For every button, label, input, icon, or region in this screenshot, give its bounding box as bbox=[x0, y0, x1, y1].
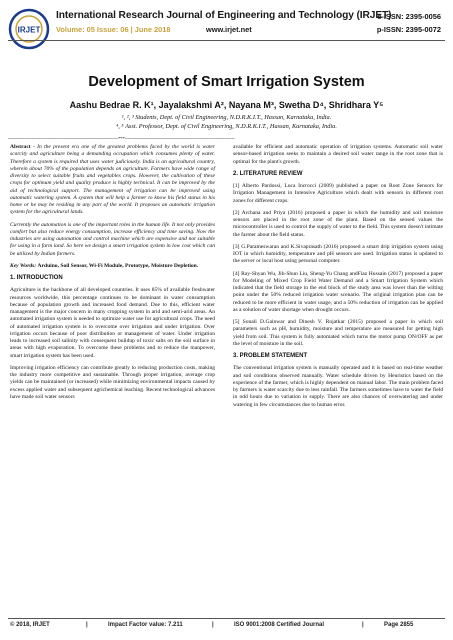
literature-item-3: [3] G.Parameswaran and K.Sivaprasath (2016) proposed a smart drip irrigation system using IOT in which humidity, temperature and pH sensors are used. Irrigation status is updated to the server or local host using personal computer. bbox=[233, 243, 443, 265]
journal-website-link[interactable]: www.irjet.net bbox=[206, 25, 252, 34]
introduction-paragraph-2: Improving irrigation efficiency can contribute greatly to reducing production costs, making the industry more competitive and sustainable. Through proper irrigation, average crop yields can be maintained (or increased) while minimizing environmental impacts caused by excess applied water and subsequent agrichemical leaching. Recent technological advances have made soil water sensors bbox=[10, 364, 215, 400]
literature-item-4: [4] Ray-Shyan Wu, Jih-Shun Liu, Sheng-Yu Chang andFiaz Hussain (2017) proposed a paper for Modeling of Mixed Crop Field Water Demand and a Smart Irrigation System which indicated that the field storage in the end block of the study area was lower than the wilting point under the 50% reduced irrigation water scenario. The original irrigation plan can be reduced to be more efficient in water usage, and a 50% reduction of irrigation can be applied as a solution of water shortage when drought occurs. bbox=[233, 270, 443, 313]
right-column bbox=[233, 144, 443, 414]
introduction-heading: 1. INTRODUCTION bbox=[10, 275, 63, 281]
introduction-paragraph-1: Agriculture is the backbone of all developed countries. It uses 85% of available freshwater resources worldwide, this percentage continues to be dominant in water consumption because of population growth and increased food demand. Due to this, efficient water management is the major concern in many cropping system in arid and semi-arid areas. An automated irrigation system is needed to optimize water use for agricultural crops. The need of automated irrigation system is to overcome over irrigation and under irrigation. Over irrigation occurs because of poor distribution or management of water. Under irrigation leads to increased soil salinity with consequent buildup of toxic salts on the soil surface in areas with high evaporation. To overcome these problems and to reduce the manpower, smart irrigation system has been used. bbox=[10, 287, 215, 359]
footer-copyright: © 2018, IRJET bbox=[10, 622, 50, 628]
footer-divider bbox=[8, 618, 445, 619]
literature-item-5: [5] Sonali D.Gainwar and Dinesh V. Rojatkar (2015) proposed a paper in which soil parameters such as pH, humidity, moisture and temperature are measured for getting high yield from soil. This system is fully automated which turns the motor pump ON/OFF as per the level of moisture in the soil. bbox=[233, 319, 443, 347]
affiliation-students: ¹, ², ³ Students, Dept. of Civil Engineering, N.D.R.K.I.T., Hassan, Karnataka, India. bbox=[121, 114, 332, 121]
irjet-logo-icon bbox=[8, 8, 50, 50]
problem-statement-paragraph: The conventional irrigation system is manually operated and it is based on real-time weather and soil conditions observed manually. Water schedule driven by Heuristics based on the experience of the farmer, which is highly dependent on manual labor. The main problem faced by farmers is water scarcity due to less rainfall. The farmers sometimes have to water the field in odd hours due to variation in supply. There are also chances of overwatering and under watering in few circumstances due to human error. bbox=[233, 365, 443, 408]
pissn: p-ISSN: 2395-0072 bbox=[376, 25, 441, 34]
journal-meta bbox=[56, 25, 252, 34]
footer-sep-1: | bbox=[86, 622, 88, 628]
abstract-text-2: Currently the automation is one of the important roles in the human life. It not only provides comfort but also reduce energy consumption, increase efficiency and time saving. Now the industries are using automation and control machine which are expensive and not suitable for using in a farm land. So here we design a smart irrigation system in low cost which can be utilized by Indian farmers. bbox=[10, 221, 215, 257]
abstract-text-1: In the present era one of the greatest problems faced by the world is water scarcity and agriculture being a demanding occupation which consumes plenty of water. Therefore a system is required that uses water judiciously. India is an agricultural country, wherein about 70% of the population depends on agriculture. Farmers have wide range of diversity to select suitable fruits and vegetables crops. However, the cultivation of these crops for optimum yield and quality produce is highly technical. It can be improved by the aid of technological support. The management of irrigation can be improved using automatic watering system. A system that will help a farmer to know his field status in his home or he may be residing in any part of the world. It proposes an automatic irrigation system for the agricultural lands. bbox=[10, 144, 216, 216]
section-separator: ---------------------------------------------------------------------------***--------------------------------------------------------------------------- bbox=[8, 137, 235, 142]
journal-title: International Research Journal of Engineering and Technology (IRJET) bbox=[56, 10, 392, 21]
header-divider bbox=[8, 40, 445, 41]
paper-title: Development of Smart Irrigation System bbox=[88, 74, 365, 90]
footer-sep-3: | bbox=[362, 622, 364, 628]
problem-statement-heading: 3. PROBLEM STATEMENT bbox=[233, 353, 308, 359]
literature-item-1: [1] Alberto Pardossi, Luca Incrocci (2009) published a paper on Root Zone Sensors for Irrigation Management in Intensive Agriculture which dealt with sensors in different root zones for different crops. bbox=[233, 183, 443, 204]
volume-info: Volume: 05 Issue: 06 | June 2018 bbox=[56, 25, 171, 34]
keywords bbox=[10, 263, 215, 270]
literature-review-heading: 2. LITERATURE REVIEW bbox=[233, 170, 303, 177]
abstract-label: Abstract - bbox=[10, 144, 35, 150]
logo-text: IRJET bbox=[17, 25, 41, 35]
eissn: e-ISSN: 2395-0056 bbox=[377, 12, 441, 21]
journal-header bbox=[0, 0, 453, 62]
keywords-text: Arduino, Soil Sensor, Wi-Fi Module, Prototype, Moisture Depletion. bbox=[37, 262, 199, 269]
literature-item-2: [2] Archana and Priya (2016) proposed a paper in which the humidity and soil moisture sensors are placed in the root zone of the plant. Based on the sensed values the microcontroller is used to control the supply of water to the field. This system doesn't intimate the farmer about the field status. bbox=[233, 209, 443, 238]
abstract bbox=[10, 144, 215, 217]
footer-impact-factor: Impact Factor value: 7.211 bbox=[108, 622, 183, 628]
footer-page-number: Page 2855 bbox=[384, 622, 414, 628]
affiliation-professors: ⁴, ⁵ Asst. Professor, Dept. of Civil Engineering, N.D.R.K.I.T., Hassan, Karnataka, India. bbox=[116, 123, 337, 130]
introduction-continued: available for efficient and automatic operation of irrigation systems. Automatic soil water sensor-based irrigation seeks to maintain a desired soil water range in the root zone that is optimal for the plant's growth. bbox=[233, 144, 443, 165]
footer-sep-2: | bbox=[212, 622, 214, 628]
paper-authors: Aashu Bedrae R. K¹, Jayalakshmi A², Nayana M³, Swetha D⁴, Shridhara Y⁵ bbox=[69, 100, 384, 110]
left-column bbox=[10, 144, 215, 406]
keywords-label: Key Words: bbox=[10, 262, 37, 269]
footer-iso: ISO 9001:2008 Certified Journal bbox=[234, 622, 325, 628]
